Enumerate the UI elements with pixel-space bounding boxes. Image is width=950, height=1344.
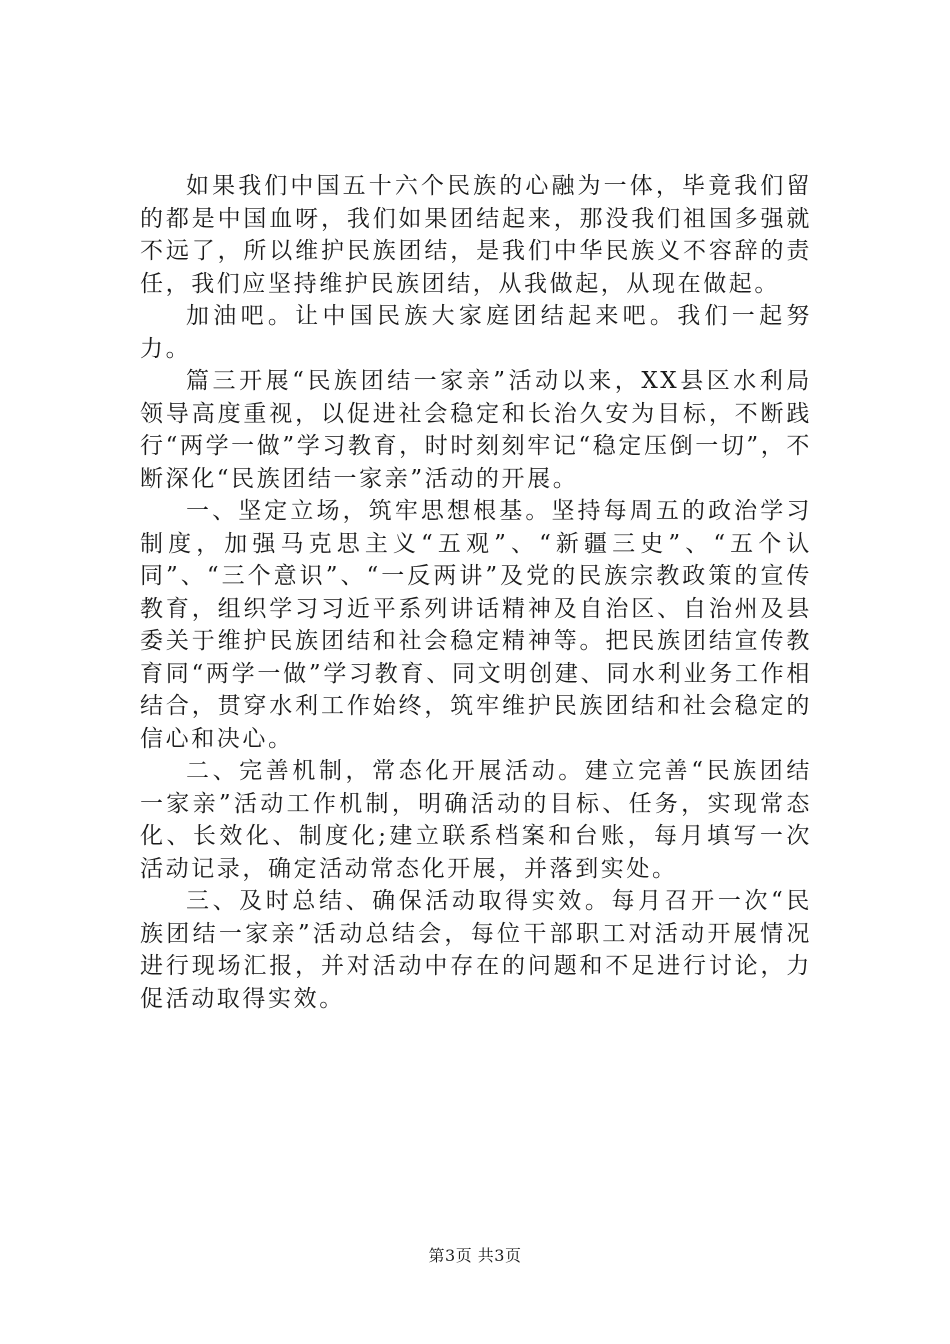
paragraph-section-one: 一、坚定立场，筑牢思想根基。坚持每周五的政治学习制度，加强马克思主义“五观”、“新疆三史”、“五个认同”、“三个意识”、“一反两讲”及党的民族宗教政策的宣传教育，组织学习习近平系列讲话精神及自治区、自治州及县委关于维护民族团结和社会稳定精神等。把民族团结宣传教育同“两学一做”学习教育、同文明创建、同水利业务工作相结合，贯穿水利工作始终，筑牢维护民族团结和社会稳定的信心和决心。 — [140, 498, 812, 752]
paragraph-part-three-intro: 篇三开展“民族团结一家亲”活动以来，XX县区水利局领导高度重视，以促进社会稳定和长治久安为目标，不断践行“两学一做”学习教育，时时刻刻牢记“稳定压倒一切”，不断深化“民族团结一家亲”活动的开展。 — [140, 368, 812, 492]
paragraph-unity: 如果我们中国五十六个民族的心融为一体，毕竟我们留的都是中国血呀，我们如果团结起来，那没我们祖国多强就不远了，所以维护民族团结，是我们中华民族义不容辞的责任，我们应坚持维护民族团结，从我做起，从现在做起。 — [140, 173, 812, 297]
paragraph-section-three: 三、及时总结、确保活动取得实效。每月召开一次“民族团结一家亲”活动总结会，每位干部职工对活动开展情况进行现场汇报，并对活动中存在的问题和不足进行讨论，力促活动取得实效。 — [140, 888, 812, 1012]
paragraph-section-two: 二、完善机制，常态化开展活动。建立完善“民族团结一家亲”活动工作机制，明确活动的目标、任务，实现常态化、长效化、制度化;建立联系档案和台账，每月填写一次活动记录，确定活动常态化开展，并落到实处。 — [140, 758, 812, 882]
page-number-footer: 第3页 共3页 — [428, 1246, 522, 1265]
document-body — [140, 170, 812, 1015]
paragraph-encouragement: 加油吧。让中国民族大家庭团结起来吧。我们一起努力。 — [140, 303, 812, 362]
